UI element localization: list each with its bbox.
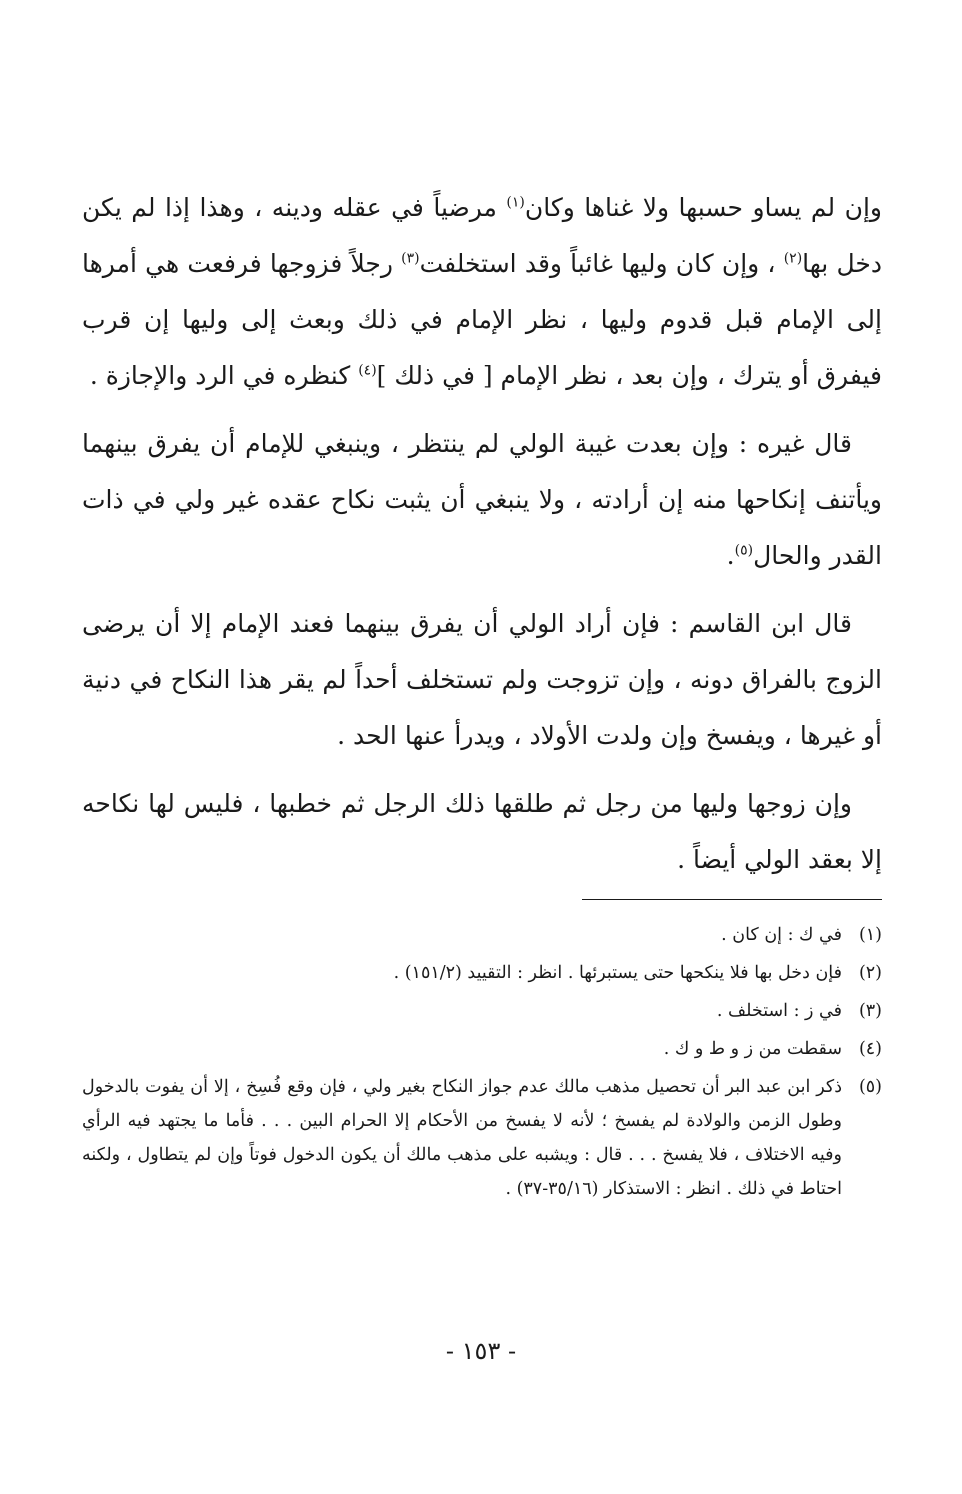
footnote-1 [82, 918, 882, 952]
footnote-ref-3[interactable]: (٣) [401, 250, 420, 267]
footnote-text: سقطت من ز و ط و ك . [663, 1039, 842, 1059]
paragraph-1 [82, 180, 882, 404]
footnote-text: في ز : استخلف . [716, 1001, 842, 1021]
paragraph-1-text: مرضياً في عقله ودينه ، وهذا إذا لم يكن دخل بها [82, 193, 882, 278]
footnote-number: (١) [858, 925, 882, 945]
footnote-text: فإن دخل بها فلا ينكحها حتى يستبرئها . انظر : التقييد (١٥١/٢) . [393, 963, 842, 983]
footnote-text: في ك : إن كان . [721, 925, 842, 945]
footnote-3 [82, 994, 882, 1028]
footnote-text: ذكر ابن عبد البر أن تحصيل مذهب مالك عدم جواز النكاح بغير ولي ، فإن وقع فُسِخ ، إلا أن يفوت بالدخول وطول الزمن والولادة لم يفسخ ؛ لأنه لا يفسخ من الأحكام إلا الحرام البين . . . فأما ما يجتهد فيه الرأي وفيه الاختلاف ، فلا يفسخ . . . قال : ويشبه على مذهب مالك أن يكون الدخول فوتاً وإن لم يتطاول ، ولكنه احتاط في ذلك . انظر : الاستذكار (٣٥/١٦-٣٧) . [82, 1077, 842, 1199]
footnote-2 [82, 956, 882, 990]
footnote-5 [82, 1070, 882, 1206]
paragraph-1-text: كنظره في الرد والإجازة . [89, 361, 359, 390]
main-text [82, 180, 882, 900]
footnote-ref-4[interactable]: (٤) [358, 362, 377, 379]
footnote-number: (٢) [858, 963, 882, 983]
footnotes [82, 918, 882, 1210]
footnote-number: (٣) [858, 1001, 882, 1021]
paragraph-4 [82, 776, 882, 888]
footnote-separator [582, 899, 882, 900]
paragraph-2 [82, 416, 882, 584]
footnote-ref-2[interactable]: (٢) [783, 250, 803, 267]
paragraph-2-text: قال غيره : وإن بعدت غيبة الولي لم ينتظر ، وينبغي للإمام أن يفرق بينهما ويأتنف إنكاحها منه إن أرادته ، ولا ينبغي أن يثبت نكاح عقده غير ولي في ذات القدر والحال [82, 429, 882, 570]
footnote-ref-5[interactable]: (٥) [734, 542, 754, 559]
footnote-number: (٤) [858, 1039, 882, 1059]
paragraph-1-text: رجلاً فزوجها فرفعت هي أمرها إلى الإمام قبل قدوم وليها ، نظر الإمام في ذلك وبعث إلى وليها إن قرب فيفرق أو يترك ، وإن بعد ، نظر الإمام [ في ذلك ] [82, 249, 882, 390]
footnote-4 [82, 1032, 882, 1066]
paragraph-3 [82, 596, 882, 764]
paragraph-4-text: وإن زوجها وليها من رجل ثم طلقها ذلك الرجل ثم خطبها ، فليس لها نكاحه إلا بعقد الولي أيضاً . [82, 789, 882, 874]
footnote-ref-1[interactable]: (١) [506, 194, 525, 211]
paragraph-1-text: وإن لم يساو حسبها ولا غناها وكان [524, 193, 882, 222]
footnote-number: (٥) [858, 1077, 882, 1097]
paragraph-1-text: ، وإن كان وليها غائباً وقد استخلفت [419, 249, 784, 278]
paragraph-3-text: قال ابن القاسم : فإن أراد الولي أن يفرق بينهما فعند الإمام إلا أن يرضى الزوج بالفراق دونه ، وإن تزوجت ولم تستخلف أحداً لم يقر هذا النكاح في دنية أو غيرها ، ويفسخ وإن ولدت الأولاد ، ويدرأ عنها الحد . [82, 609, 882, 750]
page-number: - ١٥٣ - [445, 1337, 517, 1365]
paragraph-2-text: . [726, 541, 735, 570]
